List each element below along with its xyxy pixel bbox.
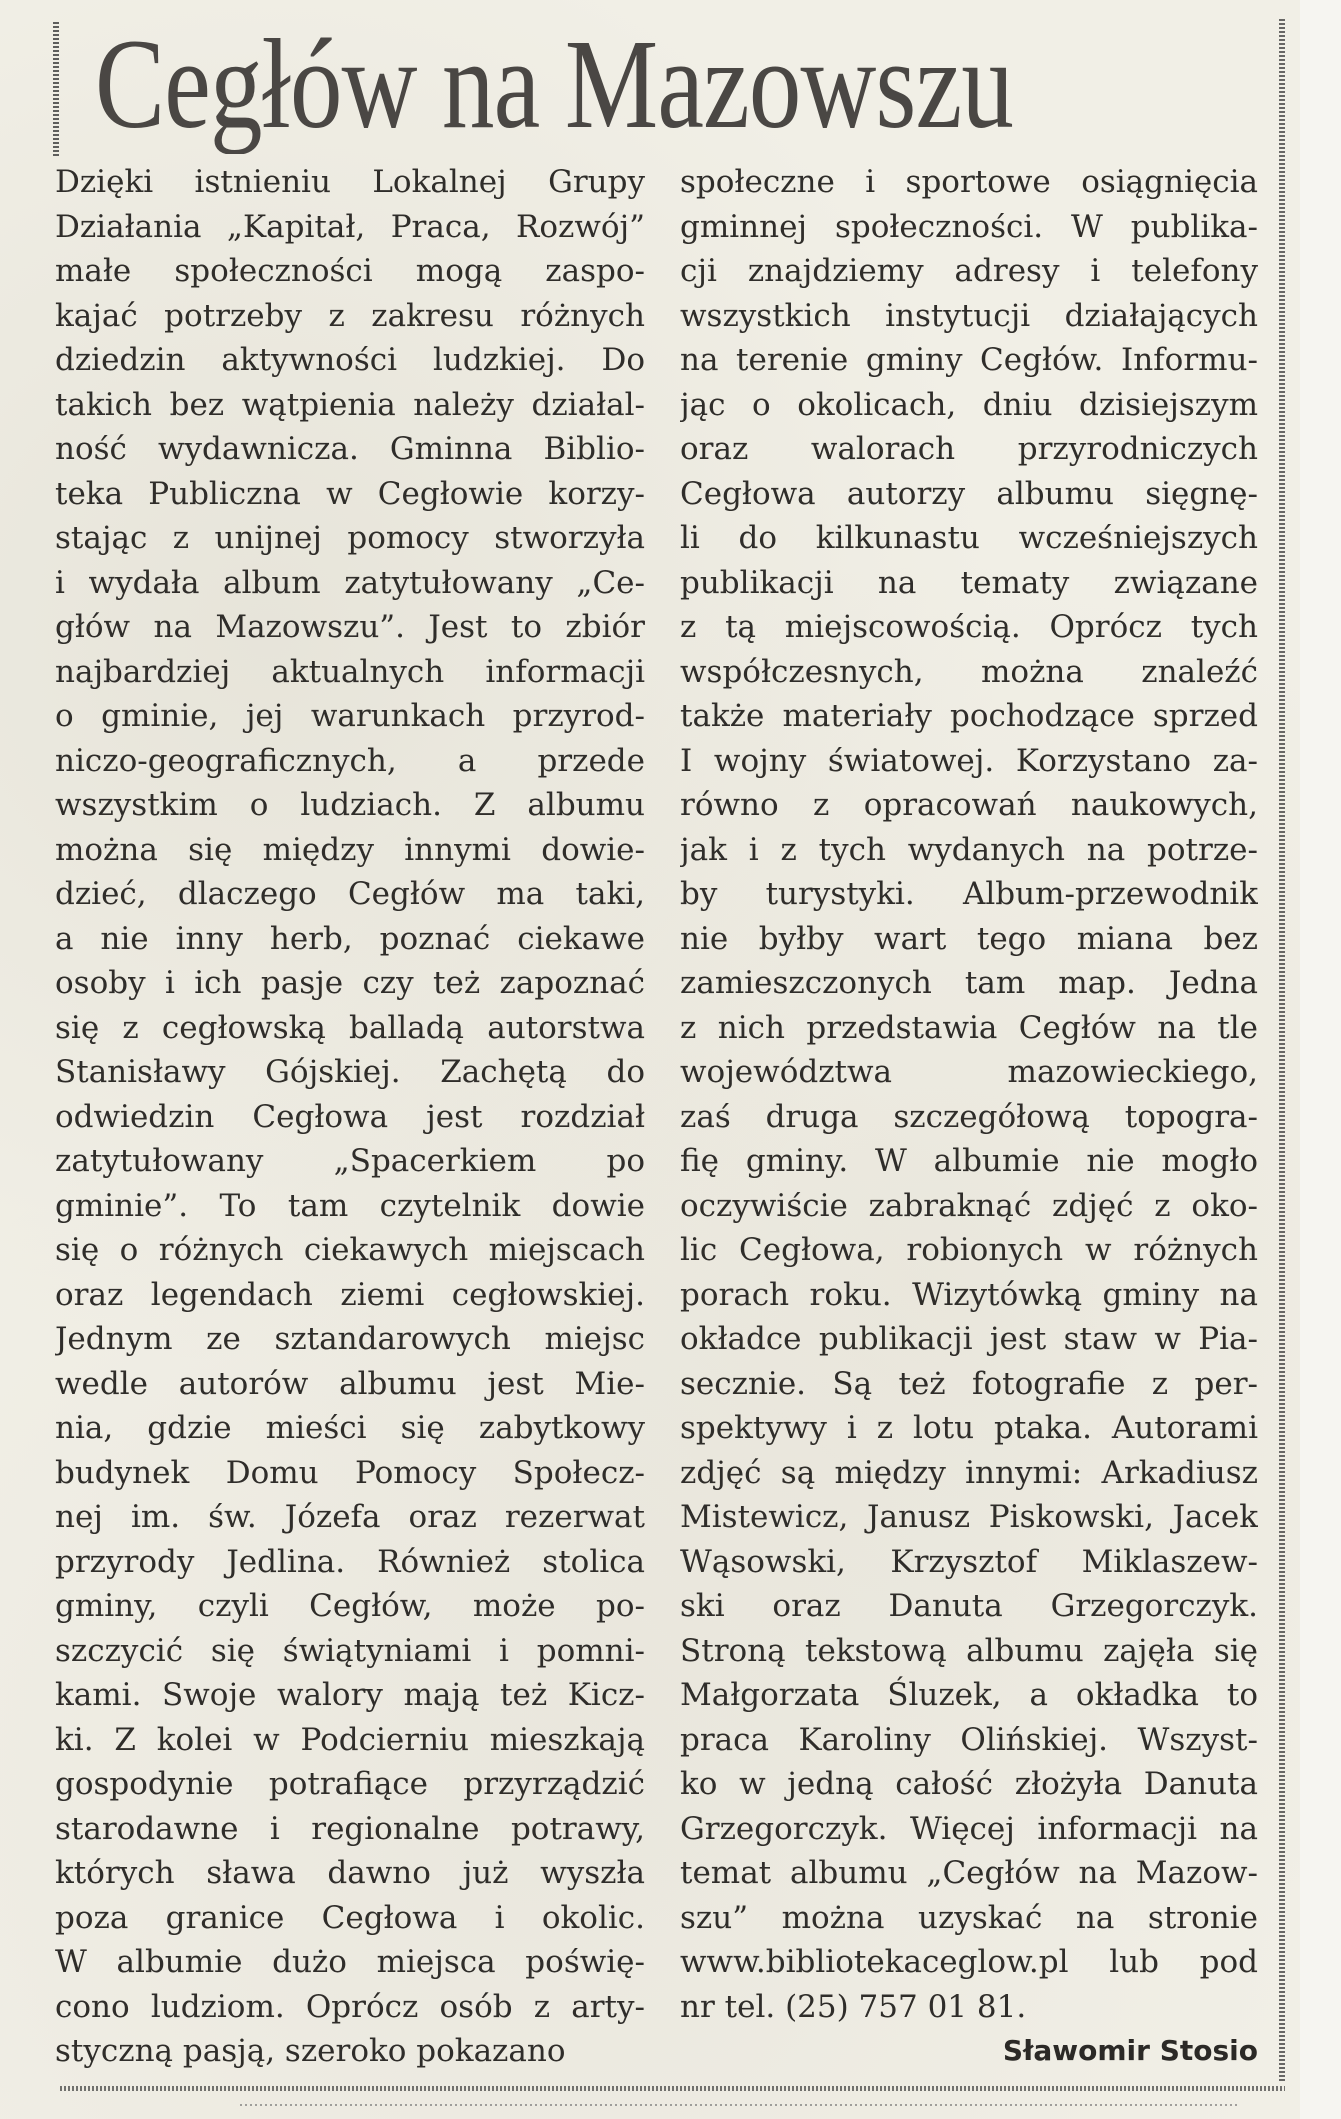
article-right-border — [1279, 17, 1285, 2081]
text-line — [55, 383, 645, 428]
text-line-content: kami. Swoje walory mają też Kicz- — [55, 1677, 645, 1713]
text-line-content: Mistewicz, Janusz Piskowski, Jacek — [680, 1499, 1258, 1535]
text-line-content: teka Publiczna w Cegłowie korzy- — [55, 475, 645, 512]
text-line — [55, 516, 645, 561]
text-line-content: nej im. św. Józefa oraz rezerwat — [55, 1499, 645, 1535]
text-line-content: Wąsowski, Krzysztof Miklaszew- — [680, 1543, 1258, 1580]
article-title: Cegłów na Mazowszu — [95, 14, 1013, 154]
text-line-content: gminie”. To tam czytelnik dowie — [55, 1187, 645, 1224]
text-line-content: oraz walorach przyrodniczych — [680, 431, 1258, 467]
text-line — [55, 605, 645, 650]
text-line — [55, 1629, 645, 1674]
text-line-content: jąc o okolicach, dniu dzisiejszym — [680, 386, 1258, 423]
text-line-content: dzieć, dlaczego Cegłów ma taki, — [55, 876, 645, 912]
text-line — [55, 2029, 645, 2074]
text-line — [55, 1406, 645, 1451]
text-line-content: ko w jedną całość złożyła Danuta — [680, 1766, 1258, 1802]
author-byline: Sławomir Stosio — [1002, 2034, 1258, 2067]
text-line-content: fię gminy. W albumie nie mogło — [680, 1143, 1258, 1179]
text-line — [680, 1851, 1258, 1896]
text-line — [680, 1273, 1258, 1318]
text-line-content: cono ludziom. Oprócz osób z arty- — [55, 1988, 645, 2025]
text-line-content: nie byłby wart tego miana bez — [680, 920, 1258, 957]
text-line — [680, 783, 1258, 828]
text-line-content: Grzegorczyk. Więcej informacji na — [680, 1810, 1258, 1847]
text-line-content: można się między innymi dowie- — [55, 831, 645, 868]
text-line-content: współczesnych, można znaleźć — [680, 653, 1258, 690]
text-line — [680, 1896, 1258, 1941]
text-line — [680, 1673, 1258, 1718]
text-line-content: ność wydawnicza. Gminna Biblio- — [55, 431, 645, 467]
text-line-content: temat albumu „Cegłów na Mazow- — [680, 1855, 1258, 1891]
text-line-content: zaś druga szczegółową topogra- — [680, 1098, 1258, 1135]
text-line-content: najbardziej aktualnych informacji — [55, 653, 645, 690]
text-line — [55, 694, 645, 739]
text-line-content: na terenie gminy Cegłów. Informu- — [680, 342, 1258, 378]
text-line — [55, 783, 645, 828]
text-line — [55, 1985, 645, 2030]
text-line-content: odwiedzin Cegłowa jest rozdział — [55, 1098, 645, 1135]
text-line — [680, 383, 1258, 428]
text-line — [680, 1139, 1258, 1184]
text-line — [55, 1050, 645, 1095]
text-line-content: lic Cegłowa, robionych w różnych — [680, 1232, 1258, 1268]
text-line-content: nia, gdzie mieści się zabytkowy — [55, 1410, 645, 1446]
text-line-content: niczo-geograficznych, a przede — [55, 742, 645, 779]
text-line — [55, 1095, 645, 1140]
text-line — [55, 338, 645, 383]
text-line — [55, 1228, 645, 1273]
text-line — [680, 1362, 1258, 1407]
text-line — [680, 1006, 1258, 1051]
text-line-content: poza granice Cegłowa i okolic. — [55, 1899, 645, 1936]
text-line — [680, 1985, 1258, 2030]
text-line-content: ki. Z kolei w Podcierniu mieszkają — [55, 1721, 645, 1758]
text-line — [55, 1451, 645, 1496]
text-line — [680, 1584, 1258, 1629]
text-line-content: W albumie dużo miejsca poświę- — [55, 1944, 645, 1980]
text-line — [680, 472, 1258, 517]
text-line-content: małe społeczności mogą zaspo- — [55, 253, 645, 289]
bottom-rule — [60, 2086, 1285, 2091]
text-line-content: się o różnych ciekawych miejscach — [55, 1232, 645, 1268]
page-margin — [1300, 0, 1341, 2119]
text-line — [680, 1629, 1258, 1674]
text-line — [55, 917, 645, 962]
text-line — [680, 427, 1258, 472]
text-line — [55, 249, 645, 294]
text-line-content: równo z opracowań naukowych, — [680, 787, 1258, 823]
bottom-rule-secondary — [240, 2104, 1240, 2106]
text-line-content: z tą miejscowością. Oprócz tych — [680, 609, 1258, 645]
text-line — [55, 1495, 645, 1540]
text-line-content: secznie. Są też fotografie z per- — [680, 1365, 1258, 1402]
text-line — [55, 1273, 645, 1318]
text-line — [680, 739, 1258, 784]
text-line — [680, 1762, 1258, 1807]
text-line-content: porach roku. Wizytówką gminy na — [680, 1276, 1258, 1313]
text-line-content: województwa mazowieckiego, — [680, 1054, 1258, 1090]
text-line — [55, 650, 645, 695]
text-line-content: wszystkich instytucji działających — [680, 297, 1258, 334]
text-line-content: nr tel. (25) 757 01 81. — [680, 1988, 1027, 2025]
text-line-content: Dzięki istnieniu Lokalnej Grupy — [55, 164, 645, 200]
text-line-content: których sława dawno już wyszła — [55, 1855, 645, 1891]
text-line-content: Stanisławy Gójskiej. Zachętą do — [55, 1054, 645, 1090]
text-line — [680, 338, 1258, 383]
text-line-content: takich bez wątpienia należy działal- — [55, 386, 645, 423]
text-line-content: Działania „Kapitał, Praca, Rozwój” — [55, 208, 645, 245]
text-line — [680, 961, 1258, 1006]
text-line — [680, 1317, 1258, 1362]
text-line-content: z nich przedstawia Cegłów na tle — [680, 1009, 1258, 1046]
text-line — [55, 1362, 645, 1407]
text-line-content: a nie inny herb, poznać ciekawe — [55, 920, 645, 957]
text-line — [680, 1540, 1258, 1585]
text-line-content: wszystkim o ludziach. Z albumu — [55, 787, 645, 823]
text-line — [680, 294, 1258, 339]
article-column-1 — [55, 160, 645, 2074]
text-line — [55, 1718, 645, 1763]
text-line-content: gospodynie potrafiące przyrządzić — [55, 1766, 645, 1802]
text-line — [55, 1673, 645, 1718]
text-line — [680, 1718, 1258, 1763]
text-line-content: www.bibliotekaceglow.pl lub pod — [680, 1944, 1258, 1980]
text-line — [55, 1940, 645, 1985]
text-line — [55, 561, 645, 606]
text-line — [680, 1807, 1258, 1852]
text-line-content: osoby i ich pasje czy też zapoznać — [55, 965, 645, 1001]
text-line-content: cji znajdziemy adresy i telefony — [680, 253, 1258, 289]
text-line-content: gminnej społeczności. W publika- — [680, 208, 1258, 245]
text-line — [680, 1228, 1258, 1273]
text-line-content: zatytułowany „Spacerkiem po — [55, 1143, 645, 1179]
text-line-content: spektywy i z lotu ptaka. Autorami — [680, 1410, 1258, 1446]
text-line — [55, 1896, 645, 1941]
text-line — [680, 516, 1258, 561]
text-line-content: Jednym ze sztandarowych miejsc — [55, 1321, 645, 1357]
text-line — [680, 1095, 1258, 1140]
text-line — [680, 650, 1258, 695]
text-line-content: zamieszczonych tam map. Jedna — [680, 965, 1258, 1001]
text-line — [680, 1495, 1258, 1540]
text-line — [680, 205, 1258, 250]
text-line — [680, 249, 1258, 294]
text-line-content: zdjęć są między innymi: Arkadiusz — [680, 1454, 1258, 1491]
text-line — [55, 472, 645, 517]
text-line-content: się z cegłowską balladą autorstwa — [55, 1009, 645, 1046]
text-line — [55, 961, 645, 1006]
article-column-2 — [680, 160, 1258, 2074]
text-line-content: styczną pasją, szeroko pokazano — [55, 2033, 566, 2069]
text-line-content: Małgorzata Śluzek, a okładka to — [680, 1677, 1258, 1713]
text-line — [55, 1317, 645, 1362]
text-line — [680, 605, 1258, 650]
text-line-content: o gminie, jej warunkach przyrod- — [55, 698, 645, 734]
text-line-content: budynek Domu Pomocy Społecz- — [55, 1454, 645, 1491]
text-line-content: szu” można uzyskać na stronie — [680, 1899, 1258, 1936]
text-line-content: oraz legendach ziemi cegłowskiej. — [55, 1276, 645, 1313]
text-line-content: okładce publikacji jest staw w Pia- — [680, 1321, 1258, 1357]
text-line — [55, 1006, 645, 1051]
text-line-content: I wojny światowej. Korzystano za- — [680, 742, 1258, 779]
text-line — [55, 160, 645, 205]
text-line — [55, 1184, 645, 1229]
text-line-content: kajać potrzeby z zakresu różnych — [55, 297, 645, 334]
text-line-content: dziedzin aktywności ludzkiej. Do — [55, 342, 645, 378]
text-line — [680, 561, 1258, 606]
text-line-content: Stroną tekstową albumu zajęła się — [680, 1632, 1258, 1669]
text-line-content: przyrody Jedlina. Również stolica — [55, 1543, 645, 1580]
text-line — [680, 1406, 1258, 1451]
text-line-content: jak i z tych wydanych na potrze- — [680, 831, 1258, 868]
text-line — [55, 872, 645, 917]
text-line-content: starodawne i regionalne potrawy, — [55, 1810, 645, 1847]
text-line — [680, 160, 1258, 205]
text-line — [55, 205, 645, 250]
title-left-border — [53, 20, 59, 156]
text-line — [680, 828, 1258, 873]
text-line-content: Cegłowa autorzy albumu sięgnę- — [680, 475, 1258, 512]
text-line — [680, 1451, 1258, 1496]
text-line-content: li do kilkunastu wcześniejszych — [680, 520, 1258, 556]
text-line — [680, 1940, 1258, 1985]
text-line-content: ski oraz Danuta Grzegorczyk. — [680, 1588, 1258, 1624]
text-line — [55, 1584, 645, 1629]
text-line — [680, 872, 1258, 917]
text-line — [55, 1807, 645, 1852]
text-line — [55, 739, 645, 784]
text-line — [55, 1139, 645, 1184]
text-line — [680, 694, 1258, 739]
text-line-content: społeczne i sportowe osiągnięcia — [680, 164, 1258, 200]
text-line-content: szczycić się świątyniami i pomni- — [55, 1632, 645, 1669]
text-line — [680, 917, 1258, 962]
text-line-content: praca Karoliny Olińskiej. Wszyst- — [680, 1721, 1258, 1758]
text-line-content: stając z unijnej pomocy stworzyła — [55, 520, 645, 556]
text-line — [55, 294, 645, 339]
text-line-content: i wydała album zatytułowany „Ce- — [55, 564, 645, 601]
text-line-content: głów na Mazowszu”. Jest to zbiór — [55, 609, 645, 645]
text-line-content: by turystyki. Album-przewodnik — [680, 876, 1258, 912]
text-line-content: także materiały pochodzące sprzed — [680, 698, 1258, 734]
title-container — [95, 14, 1275, 154]
text-line — [680, 1050, 1258, 1095]
text-line-content: oczywiście zabraknąć zdjęć z oko- — [680, 1187, 1258, 1224]
text-line-content: wedle autorów albumu jest Mie- — [55, 1365, 645, 1402]
text-line-content: publikacji na tematy związane — [680, 564, 1258, 601]
text-line — [55, 427, 645, 472]
text-line — [55, 828, 645, 873]
text-line — [55, 1762, 645, 1807]
text-line — [680, 1184, 1258, 1229]
text-line — [55, 1851, 645, 1896]
text-line — [55, 1540, 645, 1585]
text-line-content: gminy, czyli Cegłów, może po- — [55, 1588, 645, 1624]
